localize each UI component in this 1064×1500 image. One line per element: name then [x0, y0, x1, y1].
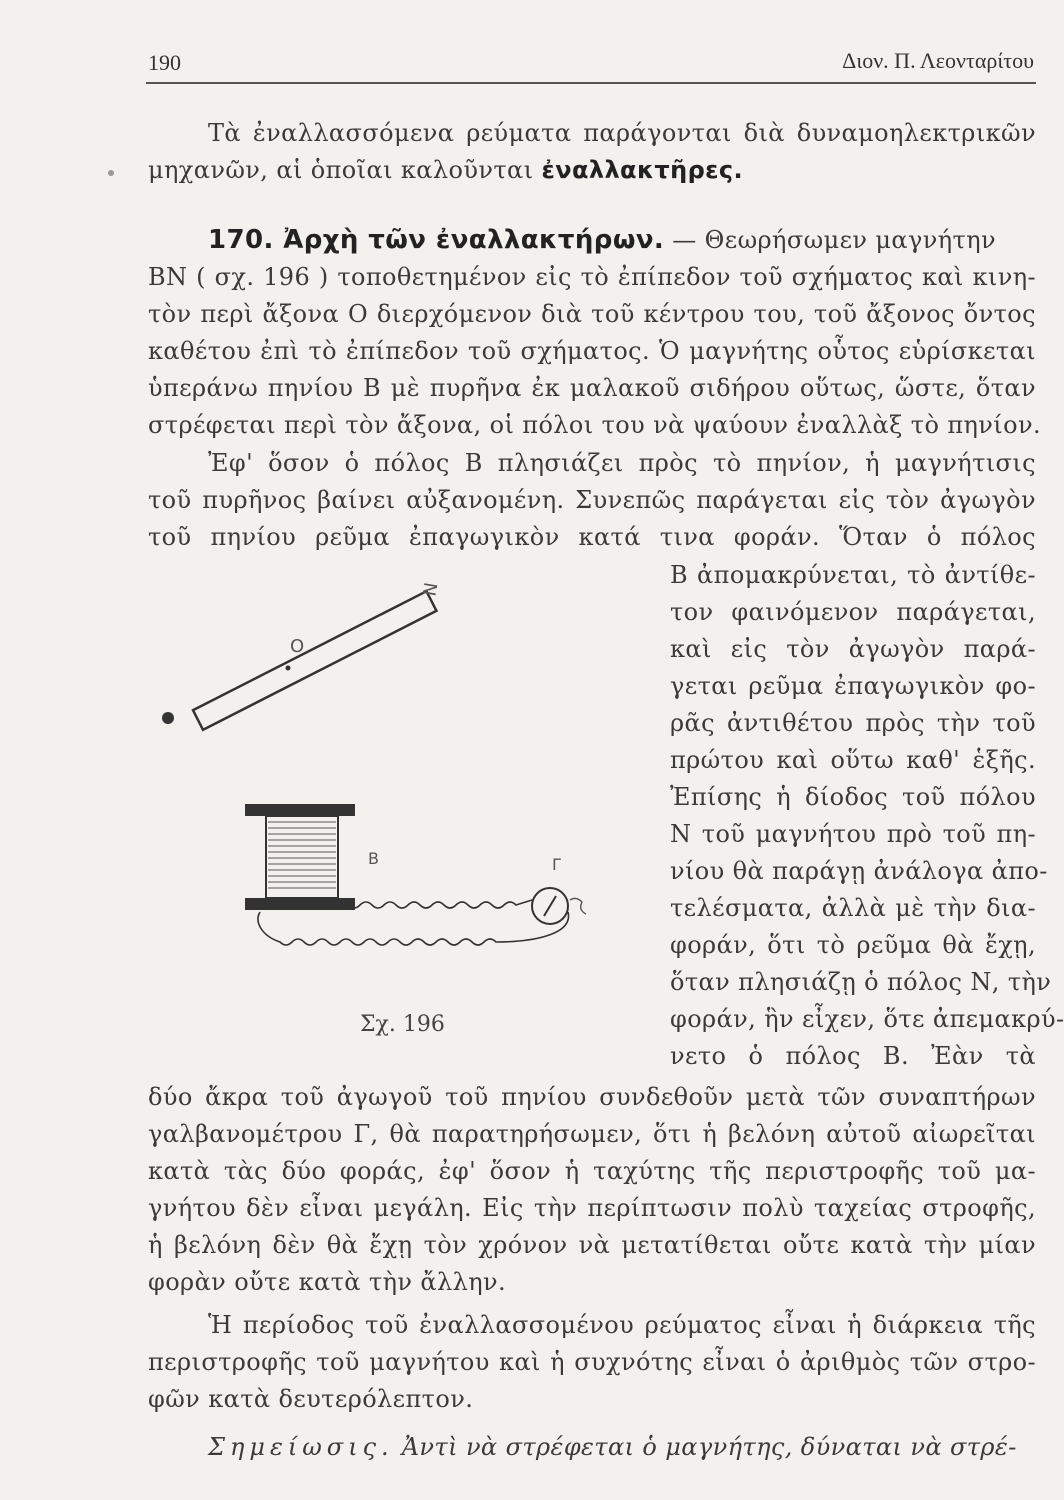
section-line: καθέτου ἐπὶ τὸ ἐπίπεδον τοῦ σχήματος. Ὁ μαγνήτης οὗτος εὑρίσκεται — [148, 337, 1036, 365]
page-number: 190 — [148, 50, 181, 75]
figure-alternator-diagram — [150, 570, 670, 1040]
side-line: φοράν, ἣν εἶχεν, ὅτε ἀπεμακρύ- — [670, 1005, 1064, 1033]
para3-after-line: φορὰν οὔτε κατὰ τὴν ἄλλην. — [148, 1268, 506, 1296]
pivot-point — [286, 666, 291, 671]
side-line: πρώτου καὶ οὕτω καθ' ἑξῆς. — [670, 746, 1036, 774]
side-line: φοράν, ὅτι τὸ ρεῦμα θὰ ἔχῃ, — [670, 931, 1036, 959]
side-line: τελέσματα, ἀλλὰ μὲ τὴν δια- — [670, 894, 1036, 922]
para3-after-line: γαλβανομέτρου Γ, θὰ παρατηρήσωμεν, ὅτι ἡ βελόνη αὐτοῦ αἰωρεῖται — [148, 1120, 1036, 1148]
para4-line: Ἡ περίοδος τοῦ ἐναλλασσομένου ρεύματος εἶναι ἡ διάρκεια τῆς — [208, 1311, 1036, 1339]
label-galvanometer-G: Γ — [552, 855, 561, 874]
side-line: Ἐπίσης ἡ δίοδος τοῦ πόλου — [670, 783, 1036, 811]
label-pole-N: N — [419, 580, 443, 598]
side-line: ρᾶς ἀντιθέτου πρὸς τὴν τοῦ — [670, 709, 1036, 737]
label-axis-O: O — [290, 636, 305, 657]
side-line: γεται ρεῦμα ἐπαγωγικὸν φο- — [670, 672, 1036, 700]
section-line: ὑπεράνω πηνίου Β μὲ πυρῆνα ἐκ μαλακοῦ σιδήρου οὕτως, ὥστε, ὅταν — [148, 374, 1036, 402]
side-line: νίου θὰ παράγῃ ἀνάλογα ἀπο- — [670, 857, 1048, 885]
running-header-author: Διον. Π. Λεονταρίτου — [842, 48, 1034, 73]
margin-speck — [108, 170, 114, 176]
bar-magnet — [193, 591, 436, 730]
galvanometer — [532, 888, 568, 924]
side-line: Β ἀπομακρύνεται, τὸ ἀντίθε- — [670, 561, 1036, 589]
header-rule — [146, 82, 1036, 84]
para3-after-line: γνήτου δὲν εἶναι μεγάλη. Εἰς τὴν περίπτωσιν πολὺ ταχείας στροφῆς, — [148, 1194, 1036, 1222]
para1-line2 — [148, 155, 1036, 185]
wire-end — [570, 898, 586, 914]
figure-caption: Σχ. 196 — [360, 1012, 445, 1037]
side-line: ὅταν πλησιάζῃ ὁ πόλος Ν, τὴν — [670, 968, 1052, 996]
para3-after-line: ἡ βελόνη δὲν θὰ ἔχῃ τὸν χρόνον νὰ μετατίθεται οὔτε κατὰ τὴν μίαν — [148, 1231, 1036, 1259]
section-heading-line — [208, 225, 1036, 255]
section-title: 170. Ἀρχὴ τῶν ἐναλλακτήρων. — [208, 225, 665, 255]
side-line: νετο ὁ πόλος Β. Ἐὰν τὰ — [670, 1042, 1036, 1070]
side-line: Ν τοῦ μαγνήτου πρὸ τοῦ πη- — [670, 820, 1036, 848]
conductor-wire-return — [258, 912, 569, 945]
label-coil-B: B — [368, 849, 379, 868]
section-line: τὸν περὶ ἄξονα Ο διερχόμενον διὰ τοῦ κέντρου του, τοῦ ἄξονος ὄντος — [148, 300, 1036, 328]
section-line: στρέφεται περὶ τὸν ἄξονα, οἱ πόλοι του νὰ ψαύουν ἐναλλὰξ τὸ πηνίον. — [148, 411, 1041, 439]
conductor-wire — [336, 900, 532, 908]
note-text: Ἀντὶ νὰ στρέφεται ὁ μαγνήτης, δύναται νὰ στρέ- — [393, 1433, 1017, 1461]
side-line: καὶ εἰς τὸν ἀγωγὸν παρά- — [670, 635, 1036, 663]
section-title-rest: — Θεωρήσωμεν μαγνήτην — [664, 226, 996, 254]
para1-line1: Τὰ ἐναλλασσόμενα ρεύματα παράγονται διὰ δυναμοηλεκτρικῶν — [208, 119, 1036, 147]
para3-after-line: κατὰ τὰς δύο φοράς, ἐφ' ὅσον ἡ ταχύτης τῆς περιστροφῆς τοῦ μα- — [148, 1157, 1036, 1185]
para1-line2-text: μηχανῶν, αἱ ὁποῖαι καλοῦνται — [148, 156, 542, 184]
term-alternators: ἐναλλακτῆρες. — [541, 156, 744, 184]
para3-line: τοῦ πυρῆνος βαίνει αὐξανομένη. Συνεπῶς παράγεται εἰς τὸν ἀγωγὸν — [148, 486, 1036, 514]
note-line — [208, 1432, 1036, 1462]
section-line: ΒΝ ( σχ. 196 ) τοποθετημένον εἰς τὸ ἐπίπεδον τοῦ σχήματος καὶ κινη- — [148, 263, 1036, 291]
para3-line: Ἐφ' ὅσον ὁ πόλος Β πλησιάζει πρὸς τὸ πηνίον, ἡ μαγνήτισις — [208, 449, 1036, 477]
magnet-end-mark — [162, 712, 174, 724]
para3-line: τοῦ πηνίου ρεῦμα ἐπαγωγικὸν κατά τινα φοράν. Ὅταν ὁ πόλος — [148, 523, 1036, 551]
para3-after-line: δύο ἄκρα τοῦ ἀγωγοῦ τοῦ πηνίου συνδεθοῦν μετὰ τῶν συναπτήρων — [148, 1083, 1036, 1111]
coil — [245, 804, 355, 910]
note-label: Σημείωσις. — [208, 1433, 394, 1461]
side-line: τον φαινόμενον παράγεται, — [670, 598, 1036, 626]
para4-line: φῶν κατὰ δευτερόλεπτον. — [148, 1385, 474, 1413]
para4-line: περιστροφῆς τοῦ μαγνήτου καὶ ἡ συχνότης εἶναι ὁ ἀριθμὸς τῶν στρο- — [148, 1348, 1036, 1376]
